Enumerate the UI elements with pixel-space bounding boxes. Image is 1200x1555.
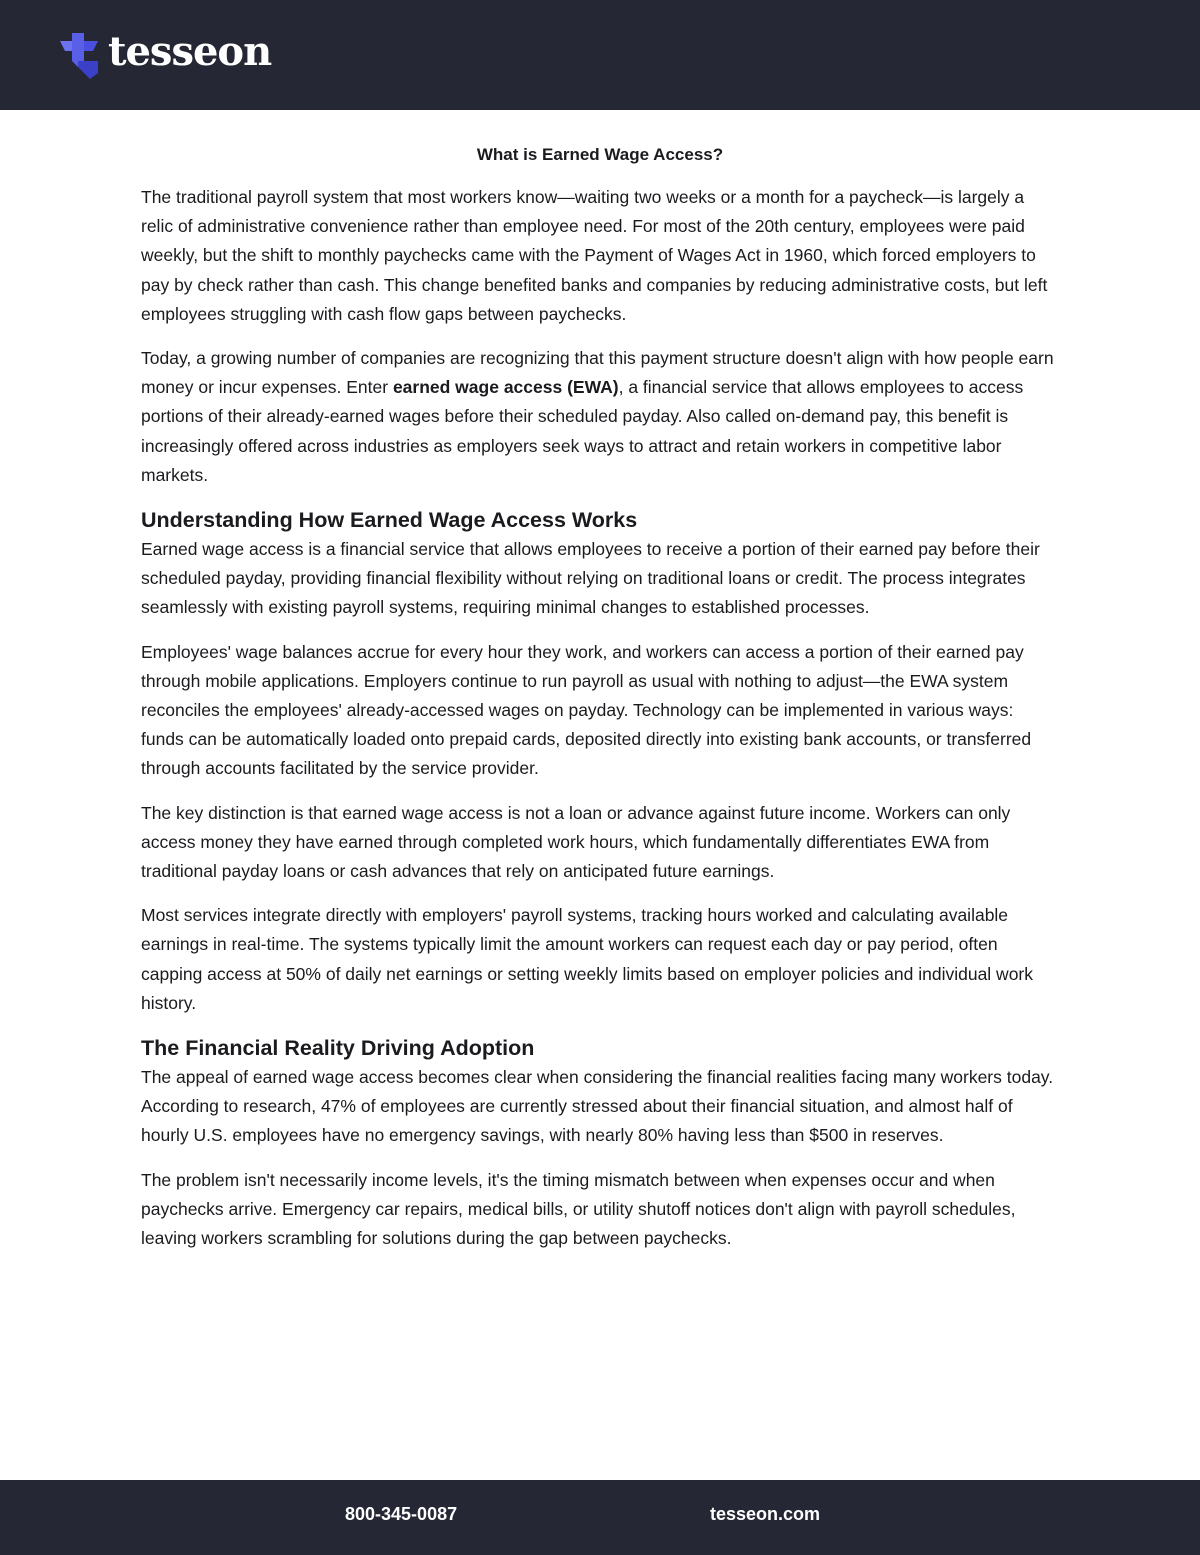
document-body (141, 140, 1059, 1268)
intro-paragraph-2 (141, 344, 1059, 490)
tesseon-logo[interactable] (58, 30, 271, 80)
tesseon-logo-icon (58, 31, 100, 79)
footer-website-link[interactable]: tesseon.com (710, 1504, 821, 1524)
document-title: What is Earned Wage Access? (476, 145, 724, 164)
section-2-paragraph-1: The appeal of earned wage access becomes clear when considering the financial realities facing many workers today. According to research, 47% of employees are currently stressed about their financial situation, and almost half of hourly U.S. employees have no emergency savings, with nearly 80% having less than $500 in reserves. (141, 1067, 1054, 1146)
footer-phone-number[interactable]: 800-345-0087 (345, 1504, 458, 1524)
section-heading-how-ewa-works: Understanding How Earned Wage Access Works (141, 508, 638, 533)
intro-paragraph-1: The traditional payroll system that most workers know—waiting two weeks or a month for a paycheck—is largely a relic of administrative convenience rather than employee need. For most of the 20th century, employees were paid weekly, but the shift to monthly paychecks came with the Payment of Wages Act in 1960, which forced employers to pay by check rather than cash. This change benefited banks and companies by reducing administrative costs, but left employees struggling with cash flow gaps between paychecks. (141, 187, 1048, 324)
intro-text-before: Today, a growing number of companies are recognizing that this payment structure doesn't align with how people earn money or incur expenses. Enter (141, 348, 1054, 398)
section-1-paragraph-1: Earned wage access is a financial service that allows employees to receive a portion of their earned pay before their scheduled payday, providing financial flexibility without relying on traditional loans or credit. The process integrates seamlessly with existing payroll systems, requiring minimal changes to established processes. (141, 539, 1040, 618)
section-1-paragraph-3: The key distinction is that earned wage access is not a loan or advance against future income. Workers can only access money they have earned through completed work hours, which fundamentally differentiates EWA from traditional payday loans or cash advances that rely on anticipated future earnings. (141, 802, 1011, 882)
logo-wordmark: tesseon (108, 28, 272, 75)
page-footer (0, 1480, 1200, 1555)
page-header (0, 0, 1200, 110)
intro-text-after: , a financial service that allows employees to access portions of their already-earned wages before their scheduled payday. Also called on-demand pay, this benefit is increasingly offered across industries as employers seek ways to attract and retain workers in competitive labor markets. (141, 377, 1024, 485)
ewa-term: earned wage access (EWA) (392, 377, 619, 398)
section-1-paragraph-2: Employees' wage balances accrue for every hour they work, and workers can access a portion of their earned pay through mobile applications. Employers continue to run payroll as usual with nothing to adjust—the EWA system reconciles the employees' already-accessed wages on payday. Technology can be implemented in various ways: funds can be automatically loaded onto prepaid cards, deposited directly into existing bank accounts, or transferred through accounts facilitated by the service provider. (141, 641, 1032, 779)
section-2-paragraph-2: The problem isn't necessarily income levels, it's the timing mismatch between when expenses occur and when paychecks arrive. Emergency car repairs, medical bills, or utility shutoff notices don't align with payroll schedules, leaving workers scrambling for solutions during the gap between paychecks. (141, 1169, 1016, 1249)
section-1-paragraph-4: Most services integrate directly with employers' payroll systems, tracking hours worked and calculating available earnings in real-time. The systems typically limit the amount workers can request each day or pay period, often capping access at 50% of daily net earnings or setting weekly limits based on employer policies and individual work history. (141, 905, 1034, 1013)
section-heading-financial-reality: The Financial Reality Driving Adoption (141, 1036, 535, 1061)
